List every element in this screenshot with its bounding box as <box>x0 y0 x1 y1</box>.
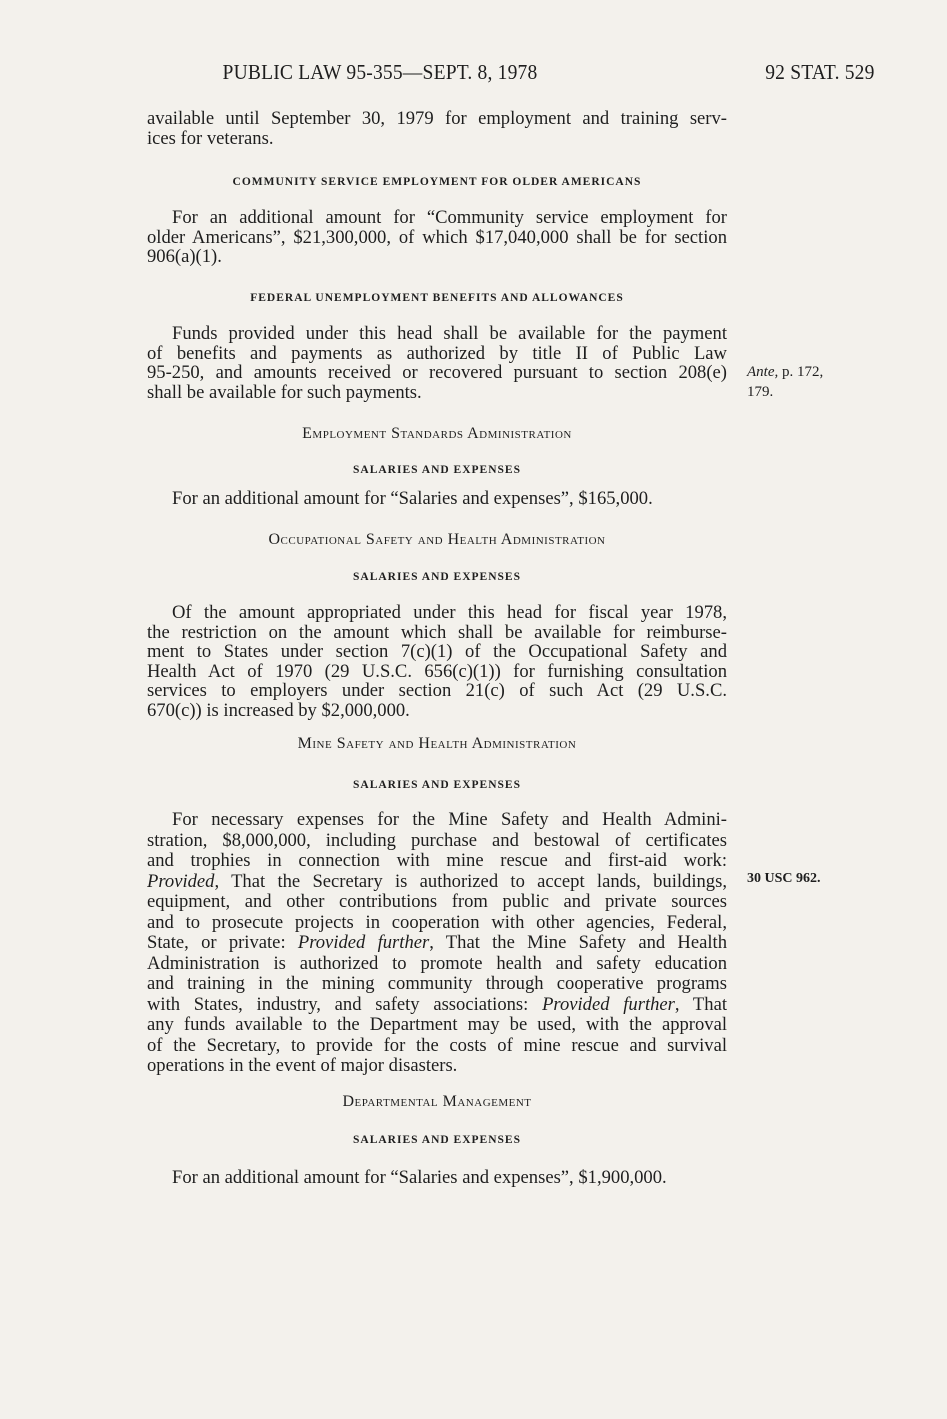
running-head-title: PUBLIC LAW 95-355—SEPT. 8, 1978 <box>222 60 538 84</box>
text-segment: stration, $8,000,000, including purchase and bestowal of certificates <box>147 830 727 851</box>
text-line <box>147 324 727 344</box>
text-segment: , That <box>674 994 727 1015</box>
text-segment: services to employers under section 21(c) of such Act (29 U.S.C. <box>147 681 727 701</box>
text-segment: Health Act of 1970 (29 U.S.C. 656(c)(1)) for furnishing consultation <box>147 661 727 682</box>
heading-osha: Occupational Safety and Health Administration <box>268 531 606 548</box>
text-segment: of the Secretary, to provide for the costs of mine rescue and survival <box>147 1035 727 1056</box>
text-segment: For an additional amount for “Community service employment for <box>172 208 727 228</box>
text-line <box>147 995 727 1016</box>
heading-salaries-expenses-1: SALARIES AND EXPENSES <box>353 464 521 476</box>
heading-salaries-expenses-4: SALARIES AND EXPENSES <box>353 1134 521 1146</box>
text-segment: For an additional amount for “Salaries and expenses”, $1,900,000. <box>172 1168 667 1188</box>
heading-community-service: COMMUNITY SERVICE EMPLOYMENT FOR OLDER AMERICANS <box>232 176 642 188</box>
text-line <box>147 228 727 248</box>
text-line <box>147 701 727 721</box>
text-line <box>147 603 727 623</box>
heading-salaries-expenses-3: SALARIES AND EXPENSES <box>353 779 521 791</box>
text-segment: Administration is authorized to promote health and safety education <box>147 953 727 974</box>
text-line <box>147 1168 727 1188</box>
margin-note-ante-page: p. 172, <box>778 364 824 380</box>
text-segment: and to prosecute projects in cooperation with other agencies, Federal, <box>147 912 727 933</box>
text-line <box>147 1056 727 1077</box>
text-segment: For necessary expenses for the Mine Safety and Health Admini- <box>172 810 727 830</box>
text-line <box>147 642 727 662</box>
text-line <box>147 129 727 149</box>
text-line <box>147 489 727 509</box>
text-segment: of benefits and payments as authorized by title II of Public Law <box>147 343 727 364</box>
text-line <box>147 933 727 954</box>
text-segment: the restriction on the amount which shall be available for reimburse- <box>147 622 727 643</box>
text-line <box>147 892 727 913</box>
text-line <box>147 383 727 403</box>
text-segment: 95-250, and amounts received or recovered pursuant to section 208(e) <box>147 363 727 383</box>
text-line <box>147 681 727 701</box>
text-segment: equipment, and other contributions from public and private sources <box>147 892 727 912</box>
paragraph-community-service <box>147 208 727 267</box>
text-segment: ment to States under section 7(c)(1) of the Occupational Safety and <box>147 642 727 662</box>
text-line <box>147 109 727 129</box>
text-segment: available until September 30, 1979 for employment and training serv- <box>147 109 727 129</box>
margin-note-ante <box>747 363 823 402</box>
text-segment: 670(c)) is increased by $2,000,000. <box>147 700 410 721</box>
text-segment: shall be available for such payments. <box>147 382 422 403</box>
paragraph-osha <box>147 603 727 721</box>
text-segment: any funds available to the Department may be used, with the approval <box>147 1015 727 1035</box>
paragraph-federal-unemployment <box>147 324 727 402</box>
text-line <box>147 247 727 267</box>
statute-page-number: 92 STAT. 529 <box>765 60 875 84</box>
paragraph-departmental-management <box>147 1168 727 1188</box>
heading-employment-standards: Employment Standards Administration <box>302 425 572 442</box>
text-segment: , That the Mine Safety and Health <box>429 933 727 953</box>
paragraph-esa <box>147 489 727 509</box>
text-line <box>147 208 727 228</box>
margin-note-ante-page2: 179. <box>747 383 774 400</box>
text-line <box>147 954 727 975</box>
text-line <box>147 662 727 682</box>
text-line <box>147 1036 727 1057</box>
text-segment: , That the Secretary is authorized to accept lands, buildings, <box>214 871 727 892</box>
text-line <box>147 1015 727 1036</box>
text-line <box>147 831 727 852</box>
text-segment: older Americans”, $21,300,000, of which $17,040,000 shall be for section <box>147 227 727 248</box>
text-segment: Funds provided under this head shall be available for the payment <box>172 324 727 344</box>
text-line <box>147 344 727 364</box>
text-segment: ices for veterans. <box>147 128 274 149</box>
text-line <box>147 913 727 934</box>
italic-text: Provided further <box>542 994 675 1015</box>
text-segment: 906(a)(1). <box>147 247 222 267</box>
text-line <box>147 974 727 995</box>
italic-text: Provided further <box>297 933 430 953</box>
heading-msha: Mine Safety and Health Administration <box>297 735 577 752</box>
text-segment: Of the amount appropriated under this head for fiscal year 1978, <box>172 603 727 623</box>
text-segment: and trophies in connection with mine rescue and first-aid work: <box>147 851 727 871</box>
paragraph-msha <box>147 810 727 1077</box>
text-segment: with States, industry, and safety associations: <box>147 994 543 1015</box>
text-line <box>147 851 727 872</box>
margin-note-ante-word: Ante, <box>747 364 779 380</box>
text-line <box>147 872 727 893</box>
paragraph-continuation <box>147 109 727 148</box>
text-line <box>147 363 727 383</box>
heading-departmental-management: Departmental Management <box>342 1093 532 1110</box>
text-line <box>147 623 727 643</box>
heading-salaries-expenses-2: SALARIES AND EXPENSES <box>353 571 521 583</box>
text-segment: For an additional amount for “Salaries and expenses”, $165,000. <box>172 489 653 509</box>
heading-federal-unemployment: FEDERAL UNEMPLOYMENT BENEFITS AND ALLOWANCES <box>250 292 624 304</box>
italic-text: Provided <box>147 871 215 892</box>
margin-note-usc: 30 USC 962. <box>747 871 821 886</box>
text-line <box>147 810 727 831</box>
text-segment: operations in the event of major disasters. <box>147 1056 458 1076</box>
text-segment: State, or private: <box>147 933 298 953</box>
text-segment: and training in the mining community through cooperative programs <box>147 974 727 994</box>
